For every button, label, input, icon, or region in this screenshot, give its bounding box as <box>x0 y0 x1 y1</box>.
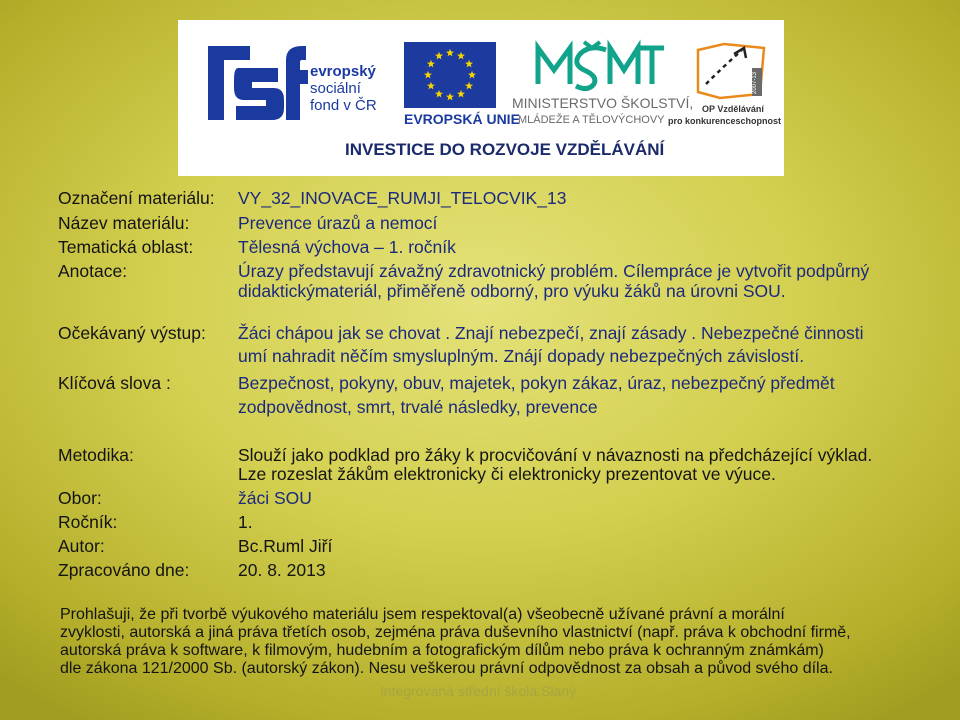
esf-text-line2: sociální <box>310 80 361 97</box>
label-anotace: Anotace: <box>58 261 128 281</box>
value-oznaceni: VY_32_INOVACE_RUMJI_TELOCVIK_13 <box>238 188 567 208</box>
declaration-line3: autorská práva k software, k filmovým, hudebním a fotografickým dílům nebo práva k ochranným známkám) <box>60 642 824 659</box>
esf-text-line1: evropský <box>310 63 376 80</box>
op-text-line1: OP Vzdělávání <box>702 104 764 114</box>
esf-logo <box>208 46 308 128</box>
label-metodika: Metodika: <box>58 445 134 465</box>
declaration-line1: Prohlašuji, že při tvorbě výukového materiálu jsem respektoval(a) všeobecně užívané právní a morální <box>60 606 785 623</box>
value-tematicka-oblast: Tělesná výchova – 1. ročník <box>238 237 456 257</box>
op-text-line2: pro konkurenceschopnost <box>668 116 782 126</box>
msmt-logo <box>538 42 664 89</box>
declaration-line2: zvyklosti, autorská a jiná práva třetích osob, zejména práva duševního vlastnictví (např. práva k obchodní firmě, <box>60 624 851 641</box>
label-obor: Obor: <box>58 488 102 508</box>
value-metodika-line2: Lze rozeslat žákům elektronicky či elektronicky prezentovat ve výuce. <box>238 464 776 484</box>
label-nazev: Název materiálu: <box>58 213 190 233</box>
label-autor: Autor: <box>58 536 105 556</box>
value-klicova-slova-line2: zodpovědnost, smrt, trvalé následky, prevence <box>238 397 598 417</box>
eu-flag-icon <box>404 42 496 108</box>
value-ocekavany-vystup-line2: umí nahradit něčím smysluplným. Znájí dopady nebezpečných závislostí. <box>238 346 805 366</box>
label-klicova-slova: Klíčová slova : <box>58 373 171 393</box>
value-obor: žáci SOU <box>238 488 312 508</box>
footer-school: Integrovaná střední škola,Slaný <box>380 683 577 699</box>
value-autor: Bc.Ruml Jiří <box>238 536 333 556</box>
value-anotace-line2: didaktickýmateriál, přiměřeně odborný, pro výuku žáků na úrovni SOU. <box>238 281 786 301</box>
value-klicova-slova-line1: Bezpečnost, pokyny, obuv, majetek, pokyn zákaz, úraz, nebezpečný předmět <box>238 373 835 393</box>
value-rocnik: 1. <box>238 512 253 532</box>
label-tematicka-oblast: Tematická oblast: <box>58 237 194 257</box>
msmt-text-line2: MLÁDEŽE A TĚLOVÝCHOVY <box>518 114 665 126</box>
declaration-line4: dle zákona 121/2000 Sb. (autorský zákon). Nesu veškerou právní odpovědnost za obsah a původ svého díla. <box>60 660 833 677</box>
op-years: 2007-13 <box>752 71 758 94</box>
value-anotace-line1: Úrazy představují závažný zdravotnický problém. Cílempráce je vytvořit podpůrný <box>238 261 870 281</box>
msmt-text-line1: MINISTERSTVO ŠKOLSTVÍ, <box>512 95 694 111</box>
label-ocekavany-vystup: Očekávaný výstup: <box>58 323 206 343</box>
value-zpracovano-dne: 20. 8. 2013 <box>238 560 326 580</box>
value-ocekavany-vystup-line1: Žáci chápou jak se chovat . Znají nebezpečí, znají zásady . Nebezpečné činnosti <box>238 323 864 343</box>
eu-label: EVROPSKÁ UNIE <box>404 111 520 127</box>
label-zpracovano-dne: Zpracováno dne: <box>58 560 190 580</box>
value-nazev: Prevence úrazů a nemocí <box>238 213 438 233</box>
label-rocnik: Ročník: <box>58 512 118 532</box>
logo-banner <box>178 20 784 176</box>
esf-text-line3: fond v ČR <box>310 97 377 114</box>
value-metodika-line1: Slouží jako podklad pro žáky k procvičování v návaznosti na předcházející výklad. <box>238 445 873 465</box>
slogan: INVESTICE DO ROZVOJE VZDĚLÁVÁNÍ <box>345 140 665 159</box>
partner-logos <box>178 20 784 176</box>
label-oznaceni: Označení materiálu: <box>58 188 215 208</box>
